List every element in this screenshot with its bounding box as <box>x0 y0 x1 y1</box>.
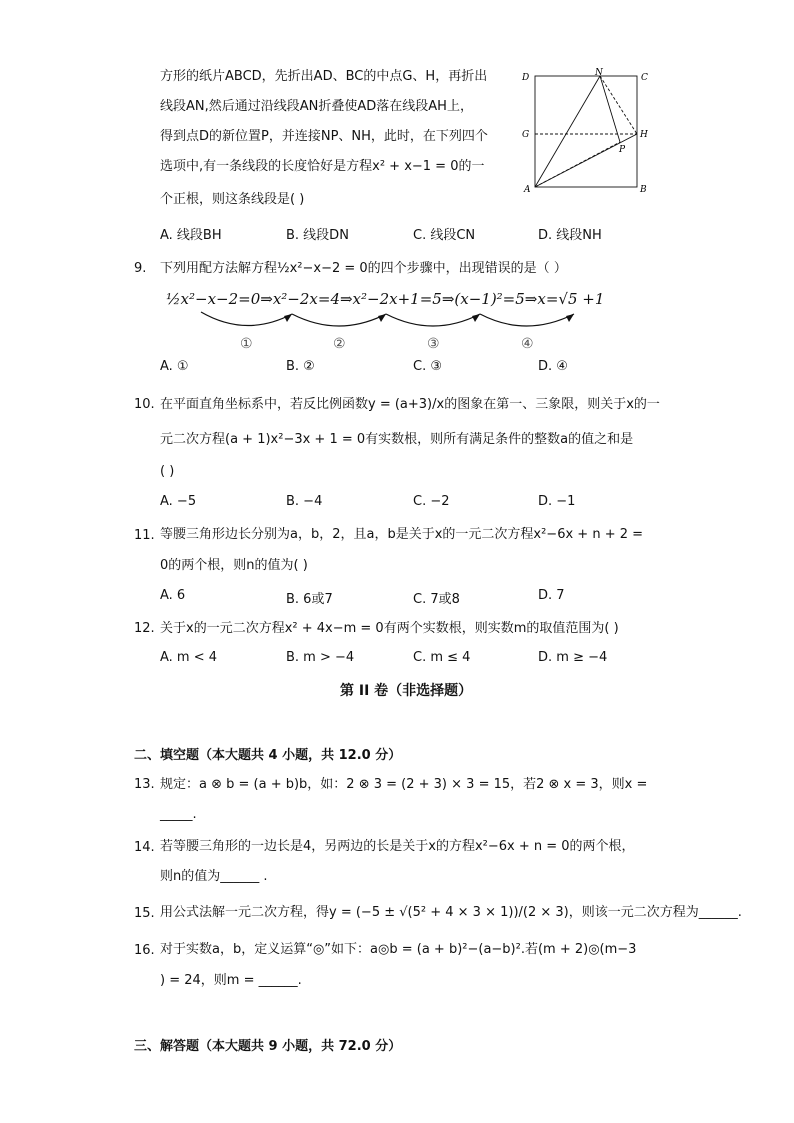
q10-number: 10. <box>134 397 155 412</box>
q8-option-a: A. 线段BH <box>160 228 222 243</box>
q8-option-c: C. 线段CN <box>413 228 476 243</box>
q9-arrows <box>196 310 596 352</box>
segment-nh <box>600 76 637 134</box>
label-n: N <box>595 68 603 78</box>
step-3: ③ <box>427 336 440 352</box>
q8-option-b: B. 线段DN <box>286 228 349 243</box>
q10-option-c: C. −2 <box>413 494 450 509</box>
q8-line-3: 得到点D的新位置P，并连接NP、NH，此时，在下列四个 <box>160 129 488 144</box>
q14-line-2: 则n的值为______ . <box>160 869 268 884</box>
q9-option-c: C. ③ <box>413 359 442 374</box>
label-a: A <box>524 185 531 194</box>
q12-option-c: C. m ≤ 4 <box>413 650 471 665</box>
q9-chain: ½x²−x−2=0⇒x²−2x=4⇒x²−2x+1=5⇒(x−1)²=5⇒x=√5 +1 <box>166 290 605 308</box>
q8-line-1: 方形的纸片ABCD，先折出AD、BC的中点G、H，再折出 <box>160 69 488 84</box>
q12-text: 关于x的一元二次方程x² + 4x−m = 0有两个实数根，则实数m的取值范围为( ) <box>160 621 619 636</box>
square-abcd <box>535 76 637 187</box>
section2-title: 二、填空题（本大题共 4 小题，共 12.0 分） <box>134 748 402 763</box>
segment-np <box>600 76 620 142</box>
q11-option-c: C. 7或8 <box>413 592 460 607</box>
part2-title: 第 II 卷（非选择题） <box>340 683 473 699</box>
q8-option-d: D. 线段NH <box>538 228 602 243</box>
label-d: D <box>522 73 530 83</box>
label-g: G <box>522 130 530 140</box>
q16-line-2: ) = 24，则m = ______. <box>160 973 302 988</box>
q12-option-a: A. m < 4 <box>160 650 218 665</box>
q9-text: 下列用配方法解方程½x²−x−2 = 0的四个步骤中，出现错误的是（ ） <box>160 261 567 276</box>
q14-line-1: 若等腰三角形的一边长是4，另两边的长是关于x的方程x²−6x + n = 0的两个根， <box>160 839 635 854</box>
q10-option-a: A. −5 <box>160 494 197 509</box>
q12-number: 12. <box>134 621 155 636</box>
step-2: ② <box>333 336 346 352</box>
q9-option-a: A. ① <box>160 359 189 374</box>
label-p: P <box>619 145 626 155</box>
q8-line-2: 线段AN,然后通过沿线段AN折叠使AD落在线段AH上， <box>160 99 473 114</box>
q13-number: 13. <box>134 777 155 792</box>
label-c: C <box>641 73 648 83</box>
q11-line-2: 0的两个根，则n的值为( ) <box>160 558 308 573</box>
step-1: ① <box>240 336 253 352</box>
q8-line-5: 个正根，则这条线段是( ) <box>160 192 305 207</box>
q10-line-2: 元二次方程(a + 1)x²−3x + 1 = 0有实数根，则所有满足条件的整数a的值之和是 <box>160 432 634 447</box>
q11-option-d: D. 7 <box>538 588 565 603</box>
label-b: B <box>640 185 647 194</box>
q15-text: 用公式法解一元二次方程，得y = (−5 ± √(5² + 4 × 3 × 1))/(2 × 3)，则该一元二次方程为______. <box>160 905 742 920</box>
q13-line-2: _____. <box>160 807 197 822</box>
q10-option-b: B. −4 <box>286 494 323 509</box>
q14-number: 14. <box>134 840 155 855</box>
q11-option-a: A. 6 <box>160 588 186 603</box>
q9-option-d: D. ④ <box>538 359 568 374</box>
section3-title: 三、解答题（本大题共 9 小题，共 72.0 分） <box>134 1039 402 1054</box>
q10-option-d: D. −1 <box>538 494 576 509</box>
q8-figure <box>518 68 658 194</box>
q15-number: 15. <box>134 906 155 921</box>
q11-number: 11. <box>134 528 155 543</box>
q12-option-b: B. m > −4 <box>286 650 355 665</box>
q16-number: 16. <box>134 943 155 958</box>
label-h: H <box>640 130 648 140</box>
q8-line-4: 选项中,有一条线段的长度恰好是方程x² + x−1 = 0的一 <box>160 159 485 174</box>
q11-option-b: B. 6或7 <box>286 592 333 607</box>
q9-number: 9. <box>134 261 147 276</box>
q11-line-1: 等腰三角形边长分别为a，b，2，且a，b是关于x的一元二次方程x²−6x + n + 2 = <box>160 527 644 542</box>
q12-option-d: D. m ≥ −4 <box>538 650 608 665</box>
step-4: ④ <box>521 336 534 352</box>
q10-line-3: ( ) <box>160 464 175 479</box>
q9-option-b: B. ② <box>286 359 315 374</box>
q13-line-1: 规定：a ⊗ b = (a + b)b，如：2 ⊗ 3 = (2 + 3) × 3 = 15，若2 ⊗ x = 3，则x = <box>160 777 648 792</box>
q10-line-1: 在平面直角坐标系中，若反比例函数y = (a+3)/x的图象在第一、三象限，则关于x的一 <box>160 397 660 412</box>
q16-line-1: 对于实数a，b，定义运算“◎”如下：a◎b = (a + b)²−(a−b)².若(m + 2)◎(m−3 <box>160 942 637 957</box>
